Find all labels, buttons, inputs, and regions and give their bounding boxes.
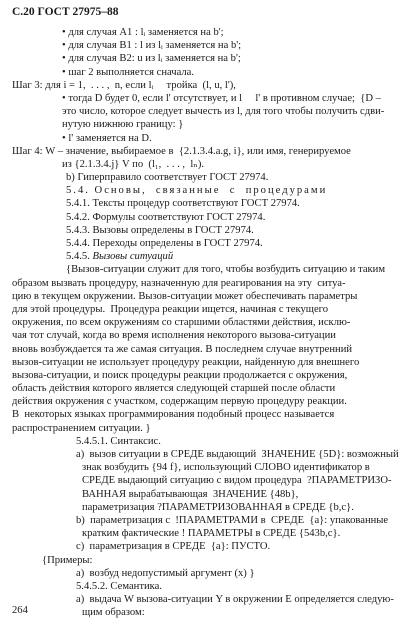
text-line: • для случая B2: u из lᵢ заменяется на b';	[62, 53, 241, 65]
paragraph-line: {Вызов-ситуации служит для того, чтобы возбудить ситуацию и таким	[66, 264, 386, 276]
text-line: 5.4. Основы, связанные с процедурами	[66, 185, 328, 197]
paragraph-line: вызов-ситуации не использует процедуру реакции, найденную для внешнего	[12, 356, 360, 368]
text-line: знак возбудить {94 f}, использующий СЛОВО идентификатор в	[74, 462, 370, 474]
text-line: • шаг 2 выполняется сначала.	[62, 66, 195, 78]
text-line: • l' заменяется на D.	[62, 132, 152, 144]
text-line: ВАННАЯ вырабатывающая ЗНАЧЕНИЕ {48b},	[74, 488, 299, 500]
text-line: 5.4.1. Тексты процедур соответствуют ГОСТ 27974.	[66, 198, 300, 210]
paragraph-line: вызова-ситуации, и поиск процедуры реакции продолжается с окружения,	[12, 369, 348, 381]
text-line: СРЕДЕ выдающий ситуацию с видом процедура ?ПАРАМЕТРИЗО-	[74, 475, 392, 487]
paragraph-line: цию в текущем окружении. Вызов-ситуации может обеспечивать параметры	[12, 290, 358, 302]
page-content	[12, 26, 412, 619]
text-block-bottom	[12, 435, 412, 620]
text-line: 5.4.5.1. Синтаксис.	[76, 435, 161, 447]
paragraph-line: образом вызвать процедуру, назначенную для реагирования на эту ситуа-	[12, 277, 346, 289]
text-line: кратким фактические ! ПАРАМЕТРЫ в СРЕДЕ {543b,c}.	[74, 528, 341, 540]
paragraph-line: для этой процедуры. Процедура реакции ищется, начиная с текущего	[12, 303, 329, 315]
text-line: a) вызов ситуации в СРЕДЕ выдающий ЗНАЧЕНИЕ {5D}: возможный	[76, 449, 399, 460]
text-line: щим образом:	[74, 607, 145, 619]
text-line: 5.4.4. Переходы определены в ГОСТ 27974.	[66, 238, 263, 249]
text-line: b) Гиперправило соответствует ГОСТ 27974.	[66, 172, 269, 184]
paragraph-line: окружения, по всем окружениям со старшими областями действия, исклю-	[12, 317, 351, 329]
text-line: {Примеры:	[42, 554, 93, 566]
text-line: 5.4.5. Вызовы ситуаций	[66, 251, 174, 263]
text-line: нутую нижнюю границу: }	[62, 119, 184, 131]
text-line: 5.4.2. Формулы соответствуют ГОСТ 27974.	[66, 211, 266, 223]
text-line: • тогда D будет 0, если l' отсутствует, и l l' в противном случае; {D –	[62, 92, 381, 104]
text-line: c) параметризация в СРЕДЕ {a}: ПУСТО.	[76, 541, 271, 553]
text-paragraph-situations	[12, 263, 412, 434]
paragraph-line: В некоторых языках программирования подобный процесс называется	[12, 409, 335, 421]
text-line: • для случая B1 : l из lᵢ заменяется на b';	[62, 40, 242, 52]
paragraph-line: область действия которого является следующей старшей после области	[12, 383, 336, 395]
text-line: 5.4.5.2. Семантика.	[76, 580, 162, 592]
text-line: Шаг 4: W – значение, выбираемое в {2.1.3.4.a.g, i}, или имя, генерируемое	[12, 145, 351, 157]
text-block-top	[12, 26, 412, 263]
text-line: • для случая A1 : lᵢ заменяется на b';	[62, 27, 224, 38]
page-header: С.20 ГОСТ 27975–88	[12, 6, 119, 18]
text-line: параметризация ?ПАРАМЕТРИЗОВАННАЯ в СРЕДЕ {b,c}.	[74, 501, 354, 513]
paragraph-line: действия окружения с участком, содержащим первую процедуру реакции.	[12, 396, 347, 408]
paragraph-line: распространением ситуации. }	[12, 422, 151, 434]
text-line: a) выдача W вызова-ситуации Y в окружении E определяется следую-	[76, 594, 394, 606]
text-line: a) возбуд недопустимый аргумент (x) }	[76, 567, 255, 579]
text-line: b) параметризация с !ПАРАМЕТРАМИ в СРЕДЕ {a}: упакованные	[76, 514, 389, 526]
paragraph-line: вновь возбуждается та же самая ситуация. В последнем случае внутренний	[12, 343, 353, 355]
paragraph-line: чая тот случай, когда во время исполнения некоторого вызова-ситуации	[12, 330, 336, 342]
text-line: 5.4.3. Вызовы определены в ГОСТ 27974.	[66, 224, 254, 236]
text-line: из {2.1.3.4.j} V по (l₁, . . . , lₙ).	[62, 158, 205, 170]
text-line: Шаг 3: для i = 1, . . . , n, если lᵢ тройка (l, u, l'),	[12, 79, 236, 91]
page-number: 264	[12, 605, 28, 616]
text-line: это число, которое следует вычесть из l, для того чтобы получить сдви-	[62, 106, 385, 118]
